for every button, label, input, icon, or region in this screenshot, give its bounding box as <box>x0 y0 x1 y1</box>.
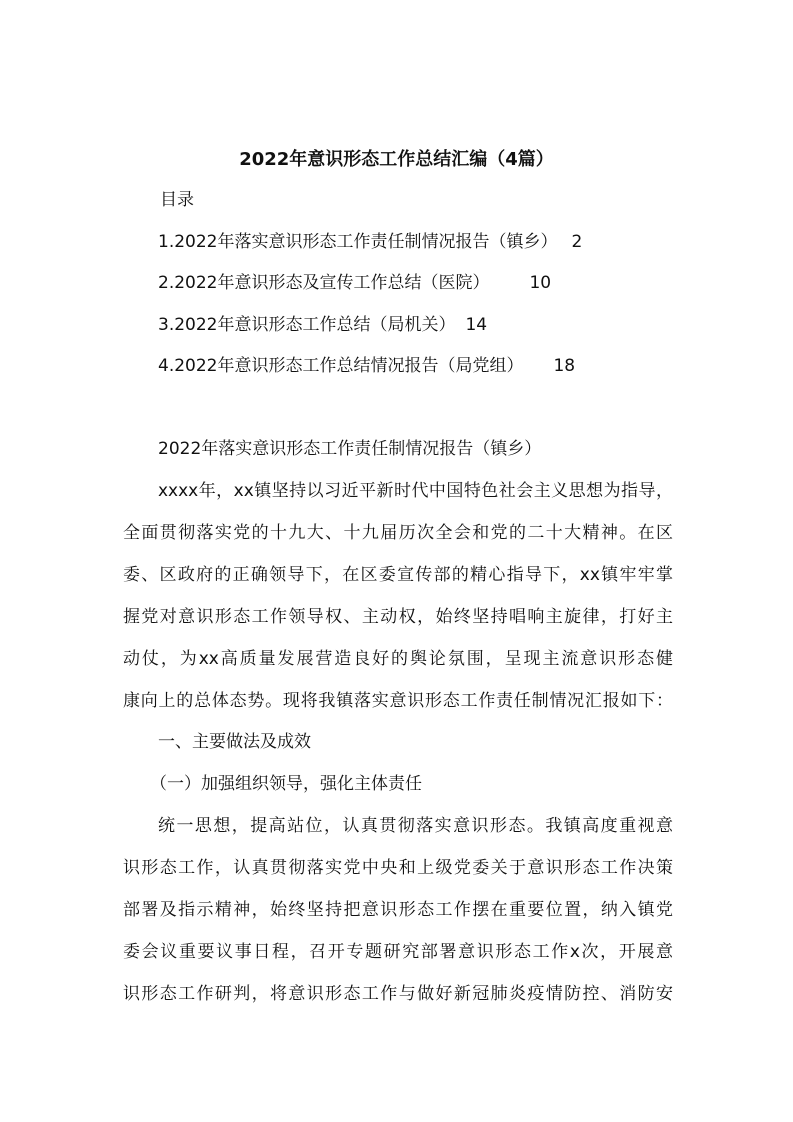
toc-entry-text: 3.2022年意识形态工作总结（局机关） <box>158 315 456 335</box>
paragraph-line: 识形态工作，认真贯彻落实党中央和上级党委关于意识形态工作决策 <box>123 858 673 878</box>
toc-page-number: 2 <box>571 232 583 252</box>
toc-page-number: 18 <box>553 356 576 376</box>
paragraph-line: 统一思想，提高站位，认真贯彻落实意识形态。我镇高度重视意 <box>158 816 673 836</box>
section-title: 2022年落实意识形态工作责任制情况报告（镇乡） <box>158 439 542 459</box>
toc-label: 目录 <box>160 190 194 210</box>
document-title: 2022年意识形态工作总结汇编（4篇） <box>239 149 554 170</box>
paragraph-line: 握党对意识形态工作领导权、主动权，始终坚持唱响主旋律，打好主 <box>123 607 673 627</box>
paragraph-line: 委会议重要议事日程，召开专题研究部署意识形态工作x次，开展意 <box>123 942 673 962</box>
toc-page-number: 14 <box>465 315 488 335</box>
paragraph-line: 委、区政府的正确领导下，在区委宣传部的精心指导下，xx镇牢牢掌 <box>123 565 673 585</box>
heading-level-2: （一）加强组织领导，强化主体责任 <box>150 774 422 794</box>
paragraph-line: 识形态工作研判，将意识形态工作与做好新冠肺炎疫情防控、消防安 <box>123 984 673 1004</box>
paragraph-line: 动仗，为xx高质量发展营造良好的舆论氛围，呈现主流意识形态健 <box>123 649 673 669</box>
toc-entry-text: 1.2022年落实意识形态工作责任制情况报告（镇乡） <box>158 232 558 252</box>
paragraph-line: 部署及指示精神，始终坚持把意识形态工作摆在重要位置，纳入镇党 <box>123 900 673 920</box>
toc-page-number: 10 <box>529 273 552 293</box>
toc-entry-text: 4.2022年意识形态工作总结情况报告（局党组） <box>158 356 524 376</box>
toc-entry[interactable] <box>158 231 582 253</box>
paragraph-line: 康向上的总体态势。现将我镇落实意识形态工作责任制情况汇报如下： <box>123 691 673 711</box>
paragraph-line: 全面贯彻落实党的十九大、十九届历次全会和党的二十大精神。在区 <box>123 523 673 543</box>
paragraph-line: xxxx年，xx镇坚持以习近平新时代中国特色社会主义思想为指导， <box>158 481 673 501</box>
toc-entry-text: 2.2022年意识形态及宣传工作总结（医院） <box>158 273 490 293</box>
heading-level-1: 一、主要做法及成效 <box>158 732 311 752</box>
toc-entry[interactable] <box>158 272 551 294</box>
toc-entry[interactable] <box>158 355 575 377</box>
toc-entry[interactable] <box>158 314 487 336</box>
